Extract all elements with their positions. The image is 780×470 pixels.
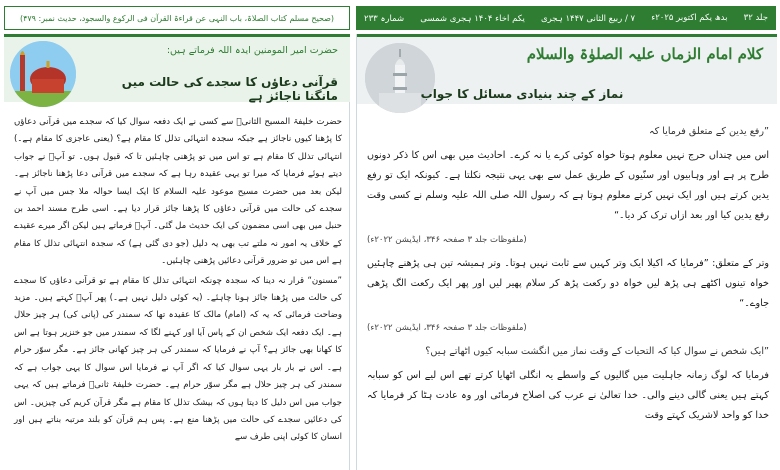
article-attribution: حضرت امیر المومنین ایدہ اللہ فرماتے ہیں:: [166, 45, 338, 56]
date-shamsi: یکم اخاء ۱۴۰۴ ہجری شمسی: [420, 13, 525, 24]
date-hijri: ۷ / ربیع الثانی ۱۴۴۷ ہجری: [540, 13, 636, 24]
paragraph: فرمایا کہ لوگ زمانہ جاہلیت میں گالیوں کے واسطے یہ انگلی اٹھایا کرتے تھے اس لیے اس کو سبابہ کہتے ہیں یعنی گالی دینے والی۔ خدا تعالیٰ نے عرب کی اصلاح فرمائی اور وہ عادت ہٹا کر فرمایا کہ خدا کو واحد لاشریک کہتے وقت: [367, 370, 769, 421]
paragraph: اس میں چنداں حرج نہیں معلوم ہوتا خواہ کوئی کرے یا نہ کرے۔ احادیث میں بھی اس کا ذکر دونوں طرح پر ہے اور وہابیوں اور سنّیوں کے طریق عمل سے بھی یہی نتیجہ نکلتا ہے۔ کیونکہ ایک تو رفع یدین کرتے ہیں اور ایک نہیں کرتے معلوم ہوتا ہے کہ رسول اللہ صلی اللہ علیہ وسلم نے کسی وقت رفع یدین کیا اور بعد ازاں ترک کر دیا۔“: [367, 150, 769, 221]
left-title-panel: [4, 34, 350, 102]
paragraph: ”ایک شخص نے سوال کیا کہ التحیات کے وقت نماز میں انگشت سبابہ کیوں اٹھاتے ہیں؟: [425, 346, 769, 357]
reference-citation: (ملفوظات جلد ۳ صفحہ ۳۴۶، ایڈیشن ۲۰۲۲ء): [367, 323, 527, 333]
mosque-photo-icon: [10, 41, 76, 107]
paragraph: وتر کے متعلق: ”فرمایا کہ اکیلا ایک وتر کہیں سے ثابت نہیں ہوتا۔ وتر ہمیشہ تین ہی پڑھنے چاہئیں خواہ تینوں اکٹھے ہی پڑھ لیں خواہ دو رکعت پڑھ کر سلام پھیر لیں اور پھر ایک رکعت الگ پڑھی جاوے۔“: [367, 258, 769, 309]
masthead-bar: [356, 6, 776, 30]
right-title-panel: [357, 34, 777, 104]
hadith-reference: (صحیح مسلم کتاب الصلاۃ، باب النہی عن قراءۃ القرآن فی الرکوع والسجود، حدیث نمبر: ۴۷۹): [19, 13, 335, 23]
hadith-reference-bar: [4, 6, 350, 30]
article-body: [367, 122, 769, 464]
article-body: [14, 114, 342, 464]
left-article: [4, 34, 350, 470]
right-article: [356, 34, 776, 470]
date-gregorian: بدھ یکم اکتوبر ۲۰۲۵ء: [651, 13, 728, 23]
article-subtitle: نماز کے چند بنیادی مسائل کا جواب: [420, 87, 624, 101]
article-title: کلام امام الزماں علیہ الصلوٰۃ والسلام: [526, 45, 763, 63]
reference-citation: (ملفوظات جلد ۳ صفحہ ۳۴۶، ایڈیشن ۲۰۲۲ء): [367, 235, 527, 245]
issue-number: شمارہ ۲۳۳: [364, 13, 405, 24]
article-subtitle: قرآنی دعاؤں کا سجدے کی حالت میں مانگنا ناجائز ہے: [121, 75, 338, 103]
paragraph: حضرت خلیفۃ المسیح الثانیؓ سے کسی نے ایک دفعہ سوال کیا کہ سجدے میں قرآنی دعاؤں کا پڑھنا کیوں ناجائز ہے جبکہ سجدہ انتہائی تذلل کا مقام ہے؟ (یعنی عاجزی کا مقام ہے۔) انتہائی تذلل کا مقام ہے تو اس میں تو پڑھنی چاہئیں تا کہ قبول ہوں۔ تو آپؓ نے جواب دیتے ہوئے فرمایا کہ میرا تو یہی عقیدہ رہا ہے کہ سجدے میں قرآنی دعا پڑھنا ناجائز ہے۔ لیکن بعد میں حضرت مسیح موعود علیہ السلام کا ایک ایسا حوالہ ملا جس میں آپ نے سجدے کی حالت میں قرآنی دعاؤں کا پڑھنا جائز قرار دیا ہے۔ اسی طرح مسند احمد بن حنبل میں بھی اسی مضمون کی ایک حدیث مل گئی۔ آپؓ فرماتے ہیں لیکن اگر میرے عقیدے کے خلاف یہ امور نہ ملتے تب بھی یہ دلیل (جو دی گئی ہے) کہ سجدہ انتہائی تذلل کا مقام ہے اس میں تو ضرور قرآنی دعائیں پڑھنی چاہئیں۔: [14, 117, 342, 267]
paragraph: ”مسنون“ قرار نہ دینا کہ سجدہ چونکہ انتہائی تذلل کا مقام ہے تو قرآنی دعاؤں کا سجدے کی حالت میں پڑھنا جائز ہونا چاہئے۔ (یہ کوئی دلیل نہیں ہے۔) پھر آپؓ کہتے ہیں۔ مزید وضاحت فرمائی کہ یہ کہ (امام) مالک کا عقیدہ تھا کہ سمندر کی (پانی کی) ہر چیز حلال ہے۔ ایک دفعہ ایک شخص ان کے پاس آیا اور کہنے لگا کہ سمندر میں جو خنزیر ہوتا ہے اس کا کھانا بھی جائز ہے؟ آپ نے فرمایا کہ سمندر کی ہر چیز کھانی جائز ہے۔ مگر سوّر حرام ہے۔ اس نے بار بار یہی سوال کیا کہ اگر آپ نے فرمایا اس سوال کا یہی جواب ہے کہ سمندر کی ہر چیز حلال ہے مگر سوّر حرام ہے۔ حضرت خلیفۃ ثانیؓ فرماتے ہیں کہ یہی جواب میں اس دلیل کا دیتا ہوں کہ بیشک تذلل کا مقام ہے مگر قرآن کریم کی چیزیں۔ اس کی دعائیں سجدے کی حالت میں پڑھنا منع ہے۔ پس ہم قرآن کو بلند مرتبہ بناتے ہیں اور انسان کا کوئی اپنی طرف سے: [14, 275, 342, 443]
paragraph: ”رفع یدین کے متعلق فرمایا کہ: [649, 126, 769, 137]
volume-label: جلد ۳۲: [743, 13, 768, 23]
